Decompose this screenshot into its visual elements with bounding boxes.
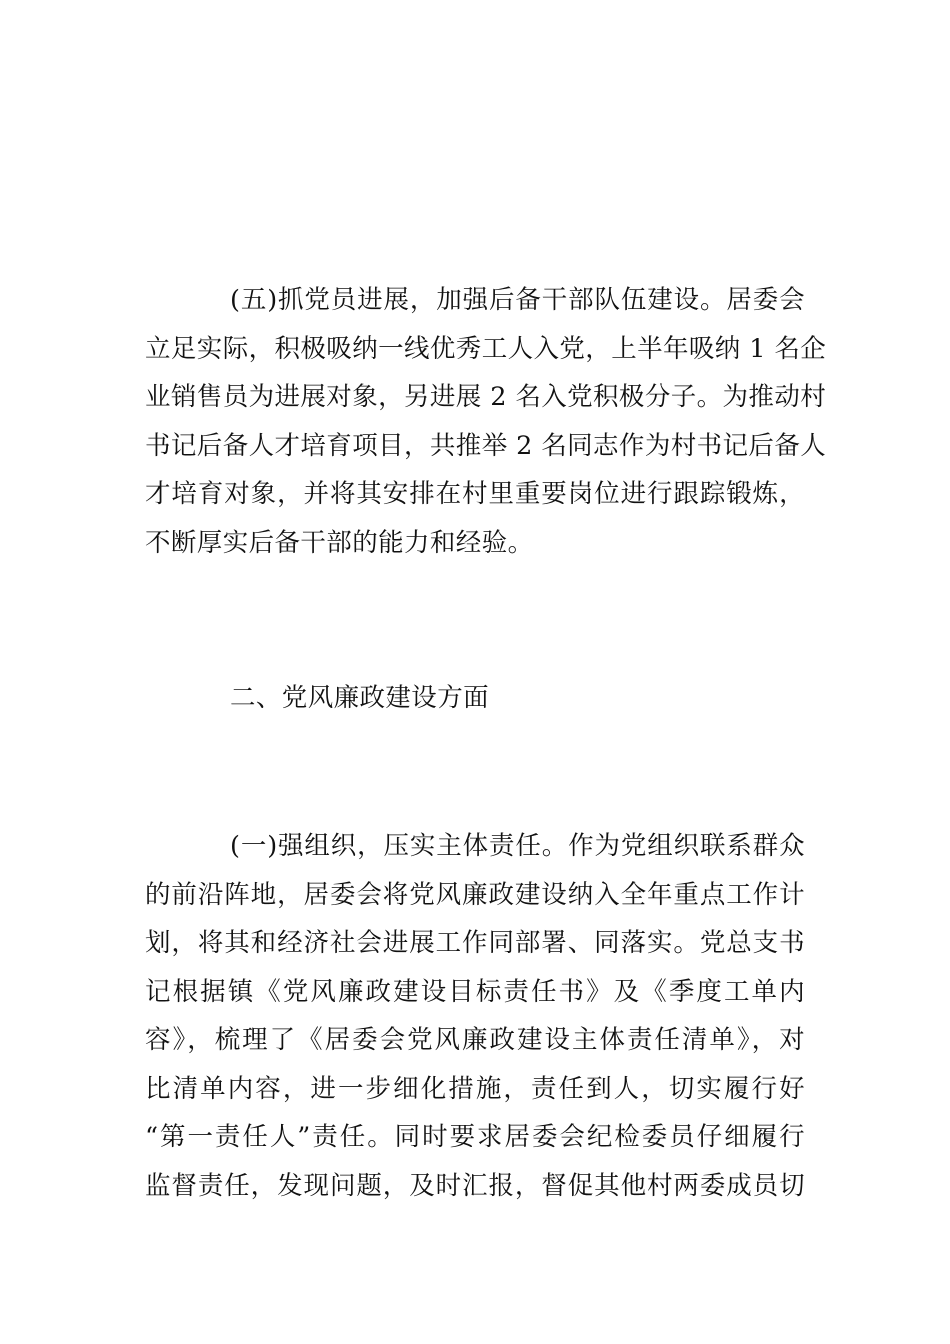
text-line: 的前沿阵地，居委会将党风廉政建设纳入全年重点工作计 <box>145 879 805 910</box>
section-heading-text: 二、党风廉政建设方面 <box>230 683 490 713</box>
text-line: “第一责任人”责任。同时要求居委会纪检委员仔细履行 <box>145 1122 805 1152</box>
text-line: 才培育对象，并将其安排在村里重要岗位进行跟踪锻炼， <box>145 479 805 509</box>
text-line: 容》，梳理了《居委会党风廉政建设主体责任清单》，对 <box>145 1025 805 1055</box>
text-line: (五)抓党员进展，加强后备干部队伍建设。居委会 <box>230 285 805 315</box>
text-line: 记根据镇《党风廉政建设目标责任书》及《季度工单内 <box>145 976 805 1007</box>
text-line: 比清单内容，进一步细化措施，责任到人，切实履行好 <box>145 1073 805 1104</box>
text-line: 书记后备人才培育项目，共推举 2 名同志作为村书记后备人 <box>145 430 827 461</box>
text-line: 业销售员为进展对象，另进展 2 名入党积极分子。为推动村 <box>145 382 827 412</box>
section-heading <box>230 674 730 723</box>
text-line: 不断厚实后备干部的能力和经验。 <box>145 527 534 558</box>
text-line: (一)强组织，压实主体责任。作为党组织联系群众 <box>230 831 805 861</box>
text-line: 立足实际，积极吸纳一线优秀工人入党，上半年吸纳 1 名企 <box>145 333 827 364</box>
paragraph-strengthen-organization <box>145 822 805 1210</box>
text-line: 监督责任，发现问题，及时汇报，督促其他村两委成员切 <box>145 1170 805 1201</box>
text-line: 划，将其和经济社会进展工作同部署、同落实。党总支书 <box>145 928 805 958</box>
paragraph-party-member-development <box>145 276 827 567</box>
